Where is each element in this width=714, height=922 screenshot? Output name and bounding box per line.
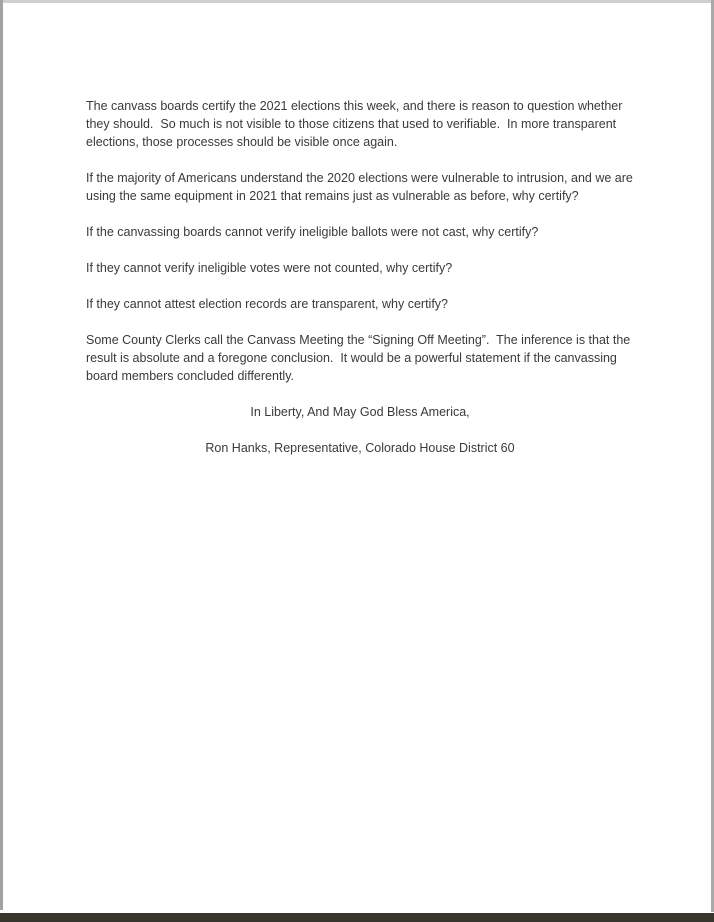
page-bottom-edge	[0, 913, 714, 922]
paragraph-ineligible-ballots: If the canvassing boards cannot verify ineligible ballots were not cast, why certify?	[86, 225, 539, 239]
paragraph-signing-off-meeting: Some County Clerks call the Canvass Meeting the “Signing Off Meeting”. The inference is that the result is absolute and a foregone conclusion. It would be a powerful statement if the canvassing board members concluded differently.	[86, 333, 634, 383]
paragraph-vulnerable-equipment: If the majority of Americans understand the 2020 elections were vulnerable to intrusion, and we are using the same equipment in 2021 that remains just as vulnerable as before, why certify?	[86, 171, 637, 203]
closing-salutation: In Liberty, And May God Bless America,	[250, 405, 470, 419]
paragraph-certify-2021: The canvass boards certify the 2021 elections this week, and there is reason to question whether they should. So much is not visible to those citizens that used to verifiable. In more transparent elections, those processes should be visible once again.	[86, 99, 626, 149]
letter-body	[86, 97, 637, 475]
page-border-left	[0, 0, 3, 910]
signature-line: Ron Hanks, Representative, Colorado House District 60	[205, 441, 515, 455]
paragraph-ineligible-votes: If they cannot verify ineligible votes were not counted, why certify?	[86, 261, 453, 275]
page-border-top	[0, 0, 714, 3]
paragraph-attest-records: If they cannot attest election records are transparent, why certify?	[86, 297, 448, 311]
